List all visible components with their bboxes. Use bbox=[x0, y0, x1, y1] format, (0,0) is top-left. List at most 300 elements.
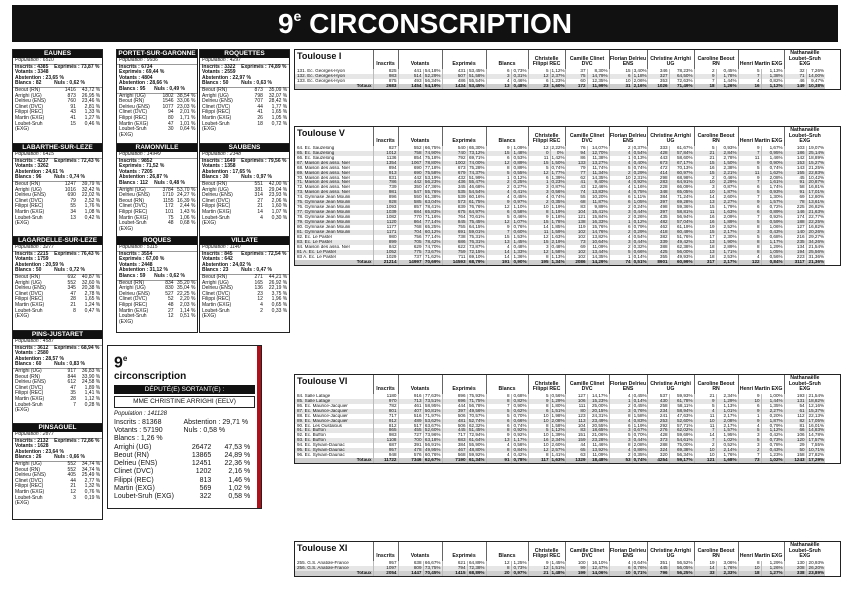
cell-value: 0,92% bbox=[633, 180, 647, 185]
column-header: Blancs bbox=[486, 127, 528, 146]
commune-stat: Abstention : 31,12 % bbox=[119, 267, 168, 274]
cell-value: 705 bbox=[398, 240, 423, 245]
cell-value: 0,32% bbox=[633, 244, 647, 249]
cell-value: 121 bbox=[565, 215, 587, 220]
cell-value: 0,43% bbox=[761, 230, 784, 235]
cell-value: 0,78% bbox=[511, 458, 528, 463]
cell-value: 10 bbox=[609, 79, 632, 84]
cell-value: 2,29% bbox=[716, 180, 738, 185]
commune-stat: Abstention : 23,65 % bbox=[15, 74, 64, 81]
cell-value: 2,38% bbox=[716, 166, 738, 171]
cell-value: 0,45% bbox=[511, 195, 528, 200]
cell-value: 4 bbox=[609, 419, 632, 424]
cell-value: 345 bbox=[442, 185, 467, 190]
polling-station: 85. Salle Lafage bbox=[295, 399, 373, 404]
candidate-percent: 0,42 % bbox=[84, 214, 101, 221]
polling-station: 81 A. Ec. Le Pastel bbox=[295, 250, 373, 255]
cell-value: 2,16% bbox=[633, 83, 647, 88]
candidate-votes: 2 bbox=[260, 307, 263, 314]
cell-value: 2,27% bbox=[716, 200, 738, 205]
cell-value: 1,89% bbox=[716, 220, 738, 225]
cell-value: 49,95% bbox=[424, 448, 441, 453]
cell-value: 22,13% bbox=[806, 414, 825, 419]
cell-value: 29 bbox=[784, 443, 806, 448]
candidate-percent: 26,92 % bbox=[268, 279, 288, 286]
cell-value: 2,22% bbox=[551, 145, 565, 150]
cell-value: 53,19% bbox=[424, 175, 441, 180]
commune-stat: Exprimés : 76,43 % bbox=[54, 250, 100, 257]
cell-value: 436 bbox=[442, 180, 467, 185]
commune-stat: Blancs : 59 bbox=[119, 272, 146, 279]
commune-population: Population : 2877 bbox=[13, 432, 102, 439]
cell-value: 71,75% bbox=[468, 398, 485, 403]
cell-value: 8 bbox=[738, 240, 761, 245]
cell-value: 18,82% bbox=[806, 399, 825, 404]
cell-value: 3 bbox=[738, 433, 761, 438]
candidate-votes: 345 bbox=[67, 285, 76, 292]
cell-value: 782 bbox=[373, 404, 398, 409]
cell-value: 428 bbox=[647, 151, 669, 156]
cell-value: 10 bbox=[528, 205, 550, 210]
cell-value: 3 bbox=[528, 185, 550, 190]
cell-value: 6 bbox=[528, 176, 550, 181]
cell-value: 355 bbox=[647, 255, 669, 260]
candidate-percent: 24,89 % bbox=[224, 451, 251, 459]
cell-value: 143 bbox=[784, 166, 806, 171]
cell-value: 2,34% bbox=[716, 394, 738, 399]
cell-value: 11,09% bbox=[587, 245, 609, 250]
commune-population: Population : 5115 bbox=[117, 245, 197, 252]
cell-value: 3 bbox=[528, 245, 550, 250]
candidate-name: Martin (EXG) bbox=[202, 301, 232, 308]
cell-value: 442 bbox=[398, 180, 423, 185]
cell-value: 0,90% bbox=[761, 161, 784, 166]
cell-value: 11 bbox=[738, 171, 761, 176]
cell-value: 10 bbox=[694, 453, 716, 458]
cell-value: 0,44% bbox=[633, 239, 647, 244]
cell-value: 348 bbox=[647, 190, 669, 195]
candidate-name: Beout (RN) bbox=[119, 279, 145, 286]
cell-value: 71 bbox=[784, 74, 806, 79]
candidate-votes: 80 bbox=[168, 114, 174, 121]
cell-value: 6 bbox=[609, 225, 632, 230]
column-header: Christelle Filippi REC bbox=[528, 50, 565, 69]
cell-value: 727 bbox=[398, 433, 423, 438]
cell-value: 44 bbox=[565, 443, 587, 448]
commune-stat: Votants : 2448 bbox=[119, 261, 153, 268]
candidate-votes: 1016 bbox=[64, 186, 76, 193]
cell-value: 0,93% bbox=[716, 146, 738, 151]
summary-candidates bbox=[108, 444, 261, 502]
candidate-name: Loubet-Sruh (EXG) bbox=[15, 401, 43, 414]
cell-value: 5 bbox=[609, 433, 632, 438]
candidate-votes: 35 bbox=[70, 390, 76, 397]
column-header: Caroline Beout RN bbox=[694, 50, 738, 69]
cell-value: 2,37% bbox=[551, 73, 565, 78]
candidate-votes: 44 bbox=[70, 477, 76, 484]
cell-value: 3 bbox=[609, 210, 632, 215]
commune-stat: Inscrits : 9852 bbox=[119, 157, 153, 164]
cell-value: 72,63% bbox=[669, 79, 694, 84]
cell-value: 46,68% bbox=[468, 185, 485, 190]
cell-value: 0,44% bbox=[633, 438, 647, 443]
cell-value: 0,54% bbox=[633, 234, 647, 239]
cell-value: 11,87% bbox=[587, 200, 609, 205]
cell-value: 6 bbox=[609, 200, 632, 205]
candidate-row bbox=[13, 122, 102, 133]
cell-value: 15 bbox=[528, 240, 550, 245]
cell-value: 10 bbox=[528, 433, 550, 438]
cell-value: 839 bbox=[442, 205, 467, 210]
candidate-percent: 0,46 % bbox=[84, 120, 101, 127]
candidate-name: Arrighi (UG) bbox=[119, 92, 146, 99]
cell-value: 59,17% bbox=[669, 458, 694, 463]
candidate-name: Clinet (DVC) bbox=[119, 203, 148, 210]
cell-value: 1177 bbox=[373, 225, 398, 230]
cell-value: 0,13% bbox=[633, 155, 647, 160]
column-header: Nathanaëlle Loubet–Sruh EXG bbox=[784, 375, 825, 394]
cell-value: 0,45% bbox=[633, 393, 647, 398]
cell-value: 1,58% bbox=[551, 249, 565, 254]
column-header: Blancs bbox=[486, 375, 528, 394]
commune-stat: Abstention : 24,61 % bbox=[15, 168, 64, 175]
candidate-votes: 12451 bbox=[191, 460, 212, 468]
cell-value: 0,29% bbox=[633, 170, 647, 175]
commune-stat: Exprimés : 72,86 % bbox=[54, 437, 100, 444]
cell-value: 0,12% bbox=[633, 220, 647, 225]
cell-value: 768 bbox=[398, 225, 423, 230]
cell-value: 865 bbox=[373, 428, 398, 433]
cell-value: 5 bbox=[694, 146, 716, 151]
cell-value: 1026 bbox=[647, 84, 669, 89]
cell-value: 70,57% bbox=[468, 413, 485, 418]
cell-value: 1,59% bbox=[551, 229, 565, 234]
cell-value: 0,54% bbox=[633, 150, 647, 155]
candidate-percent: 23,93 % bbox=[268, 192, 288, 199]
cell-value: 5 bbox=[738, 235, 761, 240]
candidate-name: Martin (EXG) bbox=[119, 214, 149, 221]
cell-value: 493 bbox=[398, 79, 423, 84]
summary-stat-row bbox=[114, 427, 253, 435]
cell-value: 1,05% bbox=[633, 200, 647, 205]
cell-value: 16,81% bbox=[806, 185, 825, 190]
cell-value: 0,35% bbox=[551, 200, 565, 205]
cell-value: 15 bbox=[694, 171, 716, 176]
cell-value: 49,56% bbox=[468, 408, 485, 413]
candidate-votes: 91 bbox=[70, 103, 76, 110]
candidate-percent: 0,68 % bbox=[179, 220, 196, 227]
cell-value: 9 bbox=[738, 176, 761, 181]
cell-value: 66,67% bbox=[424, 560, 441, 565]
cell-value: 60,16% bbox=[468, 195, 485, 200]
cell-value: 45 bbox=[784, 176, 806, 181]
cell-value: 4 bbox=[738, 79, 761, 84]
cell-value: 0,78% bbox=[761, 443, 784, 448]
cell-value: 15,27% bbox=[806, 161, 825, 166]
candidate-name: Beout (RN) bbox=[15, 466, 41, 473]
candidate-row bbox=[13, 403, 102, 414]
cell-value: 5 bbox=[486, 409, 511, 414]
candidate-percent: 43,72 % bbox=[81, 86, 101, 93]
candidate-name: Arrighi (UG) bbox=[114, 443, 152, 451]
cell-value: 104 bbox=[565, 210, 587, 215]
cell-value: 1,87% bbox=[716, 190, 738, 195]
candidate-votes: 4 bbox=[260, 214, 263, 221]
cell-value: 2,17% bbox=[716, 230, 738, 235]
cell-value: 3,40% bbox=[633, 68, 647, 73]
cell-value: 397 bbox=[647, 210, 669, 215]
cell-value: 13 bbox=[486, 84, 511, 89]
cell-value: 61,38% bbox=[424, 195, 441, 200]
candidate-percent: 1,12 % bbox=[84, 395, 101, 402]
cell-value: 1,35% bbox=[761, 404, 784, 409]
candidate-name: Beout (RN) bbox=[119, 197, 145, 204]
cell-value: 327 bbox=[647, 74, 669, 79]
cell-value: 31 bbox=[609, 84, 632, 89]
cell-value: 388 bbox=[647, 245, 669, 250]
cell-value: 6 bbox=[609, 424, 632, 429]
cell-value: 912 bbox=[373, 419, 398, 424]
candidate-votes: 527 bbox=[165, 290, 174, 297]
cell-value: 1,25% bbox=[511, 561, 528, 566]
candidate-percent: 1,96 % bbox=[271, 296, 288, 303]
cell-value: 673 bbox=[442, 166, 467, 171]
cell-value: 1,63% bbox=[551, 458, 565, 463]
cell-value: 19 bbox=[694, 225, 716, 230]
section-box bbox=[294, 126, 841, 266]
cell-value: 552 bbox=[398, 146, 423, 151]
column-header: Exprimés bbox=[442, 542, 486, 561]
candidate-votes: 271 bbox=[254, 273, 263, 280]
candidate-row bbox=[200, 309, 289, 320]
cell-value: 13,92% bbox=[587, 448, 609, 453]
cell-value: 14 bbox=[486, 250, 511, 255]
cell-value: 1,51% bbox=[551, 408, 565, 413]
cell-value: 568 bbox=[442, 453, 467, 458]
column-header: Exprimés bbox=[442, 375, 486, 394]
candidate-votes: 692 bbox=[67, 273, 76, 280]
cell-value: 73,67% bbox=[424, 249, 441, 254]
cell-value: 1,57% bbox=[716, 428, 738, 433]
cell-value: 3117 bbox=[784, 260, 806, 265]
cell-value: 14997 bbox=[398, 260, 423, 265]
cell-value: 9 bbox=[738, 146, 761, 151]
cell-value: 14,35% bbox=[587, 176, 609, 181]
cell-value: 0,72% bbox=[761, 205, 784, 210]
candidate-percent: 26,95 % bbox=[81, 92, 101, 99]
summary-number: 9e bbox=[114, 354, 128, 372]
cell-value: 7 bbox=[738, 74, 761, 79]
cell-value: 119 bbox=[565, 225, 587, 230]
cell-value: 60,99% bbox=[669, 260, 694, 265]
cell-value: 1,61% bbox=[761, 180, 784, 185]
cell-value: 11,46% bbox=[587, 443, 609, 448]
candidate-name: Beout (RN) bbox=[114, 451, 150, 459]
candidate-row bbox=[13, 216, 102, 227]
cell-value: 71,97% bbox=[424, 413, 441, 418]
cell-value: 435 bbox=[647, 215, 669, 220]
column-header: Inscrits bbox=[373, 50, 398, 69]
cell-value: 11 bbox=[528, 230, 550, 235]
cell-value: 14,06% bbox=[587, 571, 609, 576]
cell-value: 53,45% bbox=[468, 83, 485, 88]
candidate-name: Delrieu (ENS) bbox=[15, 285, 46, 292]
cell-value: 441 bbox=[398, 69, 423, 74]
cell-value: 4 bbox=[738, 424, 761, 429]
candidate-row bbox=[200, 216, 289, 227]
candidate-name: Delrieu (ENS) bbox=[202, 285, 233, 292]
commune-box bbox=[116, 143, 198, 240]
candidate-name: Clinet (DVC) bbox=[202, 197, 231, 204]
cell-value: 10 bbox=[528, 414, 550, 419]
cell-value: 2086 bbox=[565, 260, 587, 265]
column-header: Votants bbox=[398, 127, 442, 146]
deputy-heading: DÉPUTÉ(E) SORTANT(E) : bbox=[114, 385, 255, 394]
cell-value: 679 bbox=[442, 171, 467, 176]
cell-value: 9,89% bbox=[587, 205, 609, 210]
cell-value: 1,29% bbox=[551, 398, 565, 403]
cell-value: 0,48% bbox=[511, 245, 528, 250]
cell-value: 5 bbox=[738, 438, 761, 443]
commune-stat: Votants : 2559 bbox=[202, 69, 236, 76]
cell-value: 2,60% bbox=[716, 195, 738, 200]
candidate-name: Martin (EXG) bbox=[15, 301, 45, 308]
cell-value: 1,00% bbox=[761, 394, 784, 399]
cell-value: 73,75% bbox=[424, 565, 441, 570]
cell-value: 1,18% bbox=[551, 215, 565, 220]
cell-value: 1,42% bbox=[551, 155, 565, 160]
candidate-percent: 2,81 % bbox=[84, 103, 101, 110]
candidate-votes: 55 bbox=[70, 203, 76, 210]
cell-value: 16 bbox=[528, 438, 550, 443]
cell-value: 445 bbox=[442, 428, 467, 433]
commune-stat: Nuls : 0,63 % bbox=[241, 80, 272, 87]
cell-value: 629 bbox=[398, 245, 423, 250]
cell-value: 1082 bbox=[373, 215, 398, 220]
cell-value: 382 bbox=[647, 235, 669, 240]
cell-value: 428 bbox=[647, 433, 669, 438]
cell-value: 324 bbox=[647, 448, 669, 453]
candidate-votes: 12 bbox=[257, 296, 263, 303]
cell-value: 333 bbox=[647, 146, 669, 151]
cell-value: 73,96% bbox=[424, 433, 441, 438]
cell-value: 506 bbox=[442, 414, 467, 419]
cell-value: 2,84% bbox=[716, 151, 738, 156]
cell-value: 0,62% bbox=[511, 409, 528, 414]
cell-value: 0,56% bbox=[551, 190, 565, 195]
cell-value: 60,76% bbox=[424, 453, 441, 458]
cell-value: 4 bbox=[609, 151, 632, 156]
cell-value: 1 bbox=[738, 414, 761, 419]
cell-value: 0,90% bbox=[511, 260, 528, 265]
candidate-name: Arrighi (UG) bbox=[202, 279, 229, 286]
cell-value: 514 bbox=[398, 74, 423, 79]
cell-value: 2,21% bbox=[716, 171, 738, 176]
cell-value: 53,62% bbox=[424, 418, 441, 423]
cell-value: 82 bbox=[784, 419, 806, 424]
candidate-votes: 4 bbox=[260, 301, 263, 308]
cell-value: 373 bbox=[647, 438, 669, 443]
candidate-votes: 165 bbox=[254, 279, 263, 286]
cell-value: 0,90% bbox=[511, 404, 528, 409]
cell-value: 0,70% bbox=[633, 433, 647, 438]
cell-value: 638 bbox=[398, 561, 423, 566]
column-header: Camille Clinet DVC bbox=[565, 127, 609, 146]
cell-value: 6 bbox=[738, 404, 761, 409]
cell-value: 75,93% bbox=[468, 393, 485, 398]
cell-value: 56,34% bbox=[669, 453, 694, 458]
cell-value: 957 bbox=[373, 448, 398, 453]
candidate-name: Clinet (DVC) bbox=[202, 290, 231, 297]
candidate-percent: 42,00 % bbox=[268, 180, 288, 187]
cell-value: 60 bbox=[565, 79, 587, 84]
polling-station: 87. Ec. Maurice-Jacquier bbox=[295, 409, 373, 414]
cell-value: 55,47% bbox=[468, 180, 485, 185]
cell-value: 1,39% bbox=[551, 175, 565, 180]
cell-value: 0,75% bbox=[633, 190, 647, 195]
cell-value: 9 bbox=[486, 200, 511, 205]
cell-value: 283 bbox=[647, 180, 669, 185]
cell-value: 353 bbox=[647, 79, 669, 84]
cell-value: 1 bbox=[609, 399, 632, 404]
column-header: Camille Clinet DVC bbox=[565, 542, 609, 561]
candidate-votes: 94 bbox=[168, 109, 174, 116]
candidate-percent: 1,14 % bbox=[179, 307, 196, 314]
cell-value: 2 bbox=[486, 185, 511, 190]
cell-value: 384 bbox=[647, 195, 669, 200]
cell-value: 482 bbox=[647, 220, 669, 225]
commune-population: Population : 4297 bbox=[200, 58, 289, 65]
cell-value: 56,52% bbox=[669, 561, 694, 566]
cell-value: 5 bbox=[486, 215, 511, 220]
cell-value: 845 bbox=[442, 220, 467, 225]
polling-station: 96. Ec. Sylvain-Dauriac bbox=[297, 453, 345, 458]
cell-value: 12 bbox=[486, 161, 511, 166]
candidate-percent: 23,03 % bbox=[177, 103, 196, 110]
cell-value: 1,29% bbox=[761, 245, 784, 250]
results-table bbox=[295, 375, 841, 463]
cell-value: 241 bbox=[647, 414, 669, 419]
cell-value: 11 bbox=[738, 156, 761, 161]
cell-value: 15 bbox=[528, 161, 550, 166]
cell-value: 15,41% bbox=[587, 210, 609, 215]
cell-value: 1,77% bbox=[551, 170, 565, 175]
candidate-name: Filippi (REC) bbox=[114, 476, 154, 484]
candidate-name: Martin (EXG) bbox=[202, 208, 232, 215]
polling-station: 83. Ec. Le Pastel bbox=[295, 240, 373, 245]
cell-value: 1,51% bbox=[551, 565, 565, 570]
cell-value: 65,30% bbox=[468, 145, 485, 150]
polling-station: 75. Gymnase Jean Moulin bbox=[295, 200, 373, 205]
cell-value: 687 bbox=[373, 443, 398, 448]
column-header: Henri Martin EXG bbox=[738, 542, 784, 561]
cell-value: 55,54% bbox=[468, 78, 485, 83]
cell-value: 16 bbox=[694, 166, 716, 171]
cell-value: 320 bbox=[647, 453, 669, 458]
summary-box bbox=[107, 345, 262, 509]
cell-value: 21,63% bbox=[806, 210, 825, 215]
cell-value: 0,76% bbox=[511, 225, 528, 230]
candidate-percent: 1,89 % bbox=[84, 384, 101, 391]
cell-value: 94 bbox=[565, 151, 587, 156]
cell-value: 138 bbox=[565, 220, 587, 225]
cell-value: 20,55% bbox=[587, 424, 609, 429]
cell-value: 517 bbox=[398, 424, 423, 429]
cell-value: 683 bbox=[442, 438, 467, 443]
cell-value: 6 bbox=[738, 210, 761, 215]
cell-value: 8 bbox=[738, 245, 761, 250]
cell-value: 9 bbox=[486, 225, 511, 230]
